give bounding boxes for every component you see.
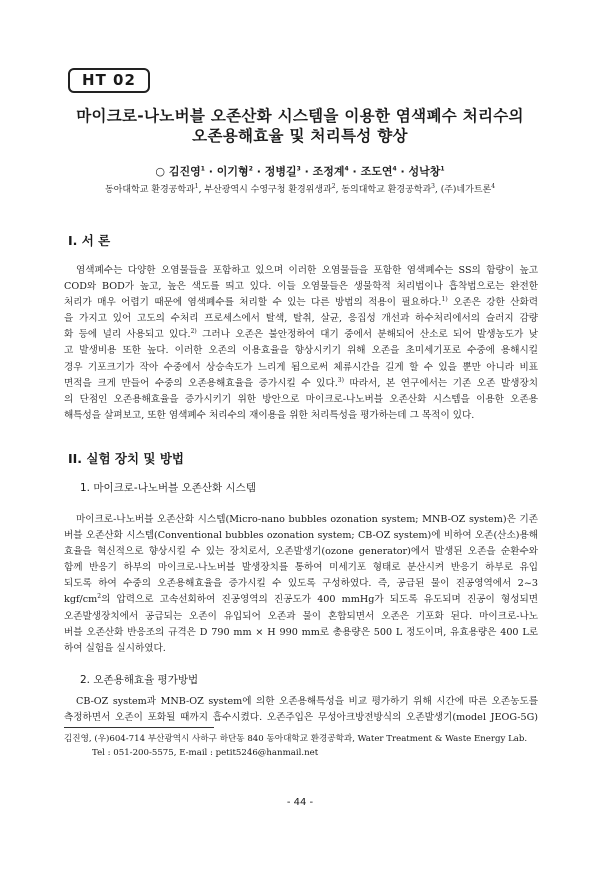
paragraph-line: COD와 BOD가 높고, 높은 색도를 띄고 있다. 이들 오염물들은 생물학적 처리법이나 흡착법으로는 완전한 (64, 281, 538, 293)
footnote-contact: Tel : 051-200-5575, E-mail : petit5246@hanmail.net (92, 748, 319, 758)
paragraph-line: 마이크로-나노버블 오존산화 시스템(Micro-nano bubbles ozonation system; MNB-OZ system)은 기존 (76, 514, 538, 525)
paragraph-line: kgf/$cm^2$의 압력으로 고속선회하여 진공영역의 진공도가 400 mmHg가 되도록 유도되며 진공이 형성되면 (64, 593, 538, 606)
paragraph-line: 하여 실험을 실시하였다. (64, 642, 166, 654)
paragraph-line: 을 가지고 있어 고도의 수처리 프로세스에서 탈색, 탈취, 살균, 응집성 개선과 하수처리에서의 슬러지 감량 (64, 313, 538, 325)
introduction-paragraph (64, 263, 538, 424)
paragraph-line: 오존발생장치에서 공급되는 오존이 유입되어 오존과 물이 혼합되면서 오존은 기포화 된다. 마이크로-나노 (64, 610, 538, 622)
paragraph-line: 되도록 하여 수중의 오존용해효율을 증가시킬 수 있도록 구성하였다. 즉, 공급된 물이 진공영역에서 2~3 (64, 578, 538, 590)
author-name: 성낙창$^1$ (408, 165, 445, 178)
paragraph-line: 버블 오존산화 반응조의 규격은 D 790 mm × H 990 mm로 총용량은 500 L 정도이며, 유효용량은 400 L로 (64, 626, 538, 638)
paragraph-line: 화 등에 널리 사용되고 있다.$^{2)}$ 그러나 오존은 불안정하여 대기 중에서 분해되어 산소로 되어 발생농도가 낮 (64, 328, 538, 341)
section-heading-introduction: I. 서 론 (68, 233, 111, 248)
footnote-rule (64, 727, 214, 728)
footnote-address: 김진영, (우)604-714 부산광역시 사하구 하단동 840 동아대학교 환경공학과, Water Treatment & Waste Energy Lab. (64, 734, 528, 744)
paragraph-line: 염색폐수는 다양한 오염물들을 포함하고 있으며 이러한 오염물들을 포함한 염색폐수는 SS의 함량이 높고 (76, 265, 538, 276)
affiliation: 동아대학교 환경공학과$^1$ (104, 183, 199, 195)
author-name: 이기형$^2$ (216, 165, 253, 178)
paragraph-line: 처리가 매우 어렵기 때문에 염색폐수를 처리할 수 있는 다른 방법의 적용이 필요하다.$^{1)}$ 오존은 강한 산화력 (64, 296, 538, 309)
paragraph-line: 고 발생비용 또한 높다. 이러한 오존의 이용효율을 향상시키기 위해 오존을 초미세기포로 수중에 용해시킬 (64, 345, 538, 357)
affiliation: 부산광역시 수영구청 환경위생과$^2$ (204, 183, 336, 195)
paragraph-line: 해특성을 살펴보고, 또한 염색폐수 처리수의 재이용을 위한 처리특성을 평가하는데 그 목적이 있다. (64, 409, 475, 421)
title-line-1: 마이크로-나노버블 오존산화 시스템을 이용한 염색폐수 처리수의 (76, 107, 524, 125)
author-names: 김진영$^1$ · 이기형$^2$ · 정병길$^3$ · 조정계$^4$ · 조도연$^4$ · 성낙창$^1$ (168, 165, 445, 178)
author-name: 정병길$^3$ (264, 165, 301, 178)
paragraph-line: 효율을 혁신적으로 향상시킬 수 있는 장치로서, 오존발생기(ozone generator)에서 발생된 오존을 순환수와 (64, 546, 538, 558)
subsection-heading-system: 1. 마이크로-나노버블 오존산화 시스템 (80, 482, 256, 494)
presenter-marker: ○ (155, 165, 166, 178)
paragraph-line: 측정하면서 오존이 포화될 때까지 흡수시켰다. 오존주입은 무성아크방전방식의 오존발생기(model JEOG-5G) (64, 712, 538, 724)
paragraph-line: 면적을 크게 만들어 수중의 오존용해효율을 증가시킬 수 있다.$^{3)}$ 따라서, 본 연구에서는 기존 오존 발생장치 (64, 376, 538, 389)
paragraph-line: 경우 기포크기가 작아 수중에서 상승속도가 느리게 됨으로써 체류시간을 길게 할 수 있을 뿐만 아니라 비표 (64, 361, 538, 373)
paragraph-line: CB-OZ system과 MNB-OZ system에 의한 오존용해특성을 비교 평가하기 위해 시간에 따른 오존농도를 (76, 696, 538, 707)
session-tag: HT 02 (68, 68, 150, 93)
system-paragraph (64, 512, 538, 657)
affiliation: 동의대학교 환경공학과$^3$ (341, 183, 435, 195)
author-name: 조정계$^4$ (312, 165, 349, 178)
page-number: - 44 - (286, 797, 314, 808)
paragraph-line: 의 단점인 오존용해효율을 증가시키기 위한 방안으로 마이크로-나노버블 오존산화 시스템을 이용한 오존용 (64, 393, 538, 405)
corresponding-author-footnote (64, 732, 544, 760)
subsection-heading-evaluation: 2. 오존용해효율 평가방법 (80, 674, 199, 686)
section-heading-methods: II. 실험 장치 및 방법 (68, 451, 184, 466)
evaluation-paragraph (64, 694, 538, 726)
author-name: 조도연$^4$ (360, 165, 397, 178)
paragraph-line: 버블 오존산화 시스템(Conventional bubbles ozonation system; CB-OZ system)에 비하여 오존(산소)용해 (64, 530, 538, 542)
affiliations: 동아대학교 환경공학과$^1$, 부산광역시 수영구청 환경위생과$^2$, 동의대학교 환경공학과$^3$, (주)네가트론$^4$ (104, 183, 496, 195)
author-name: 김진영$^1$ (168, 165, 205, 178)
affiliation: (주)네가트론$^4$ (440, 183, 496, 195)
paragraph-line: 함께 반응기 하부의 마이크로-나노버블 발생장치를 통하여 미세기포 형태로 분산시켜 반응기 하부로 유입 (64, 562, 538, 574)
title-line-2: 오존용해효율 및 처리특성 향상 (192, 127, 408, 145)
author-list (40, 163, 560, 179)
